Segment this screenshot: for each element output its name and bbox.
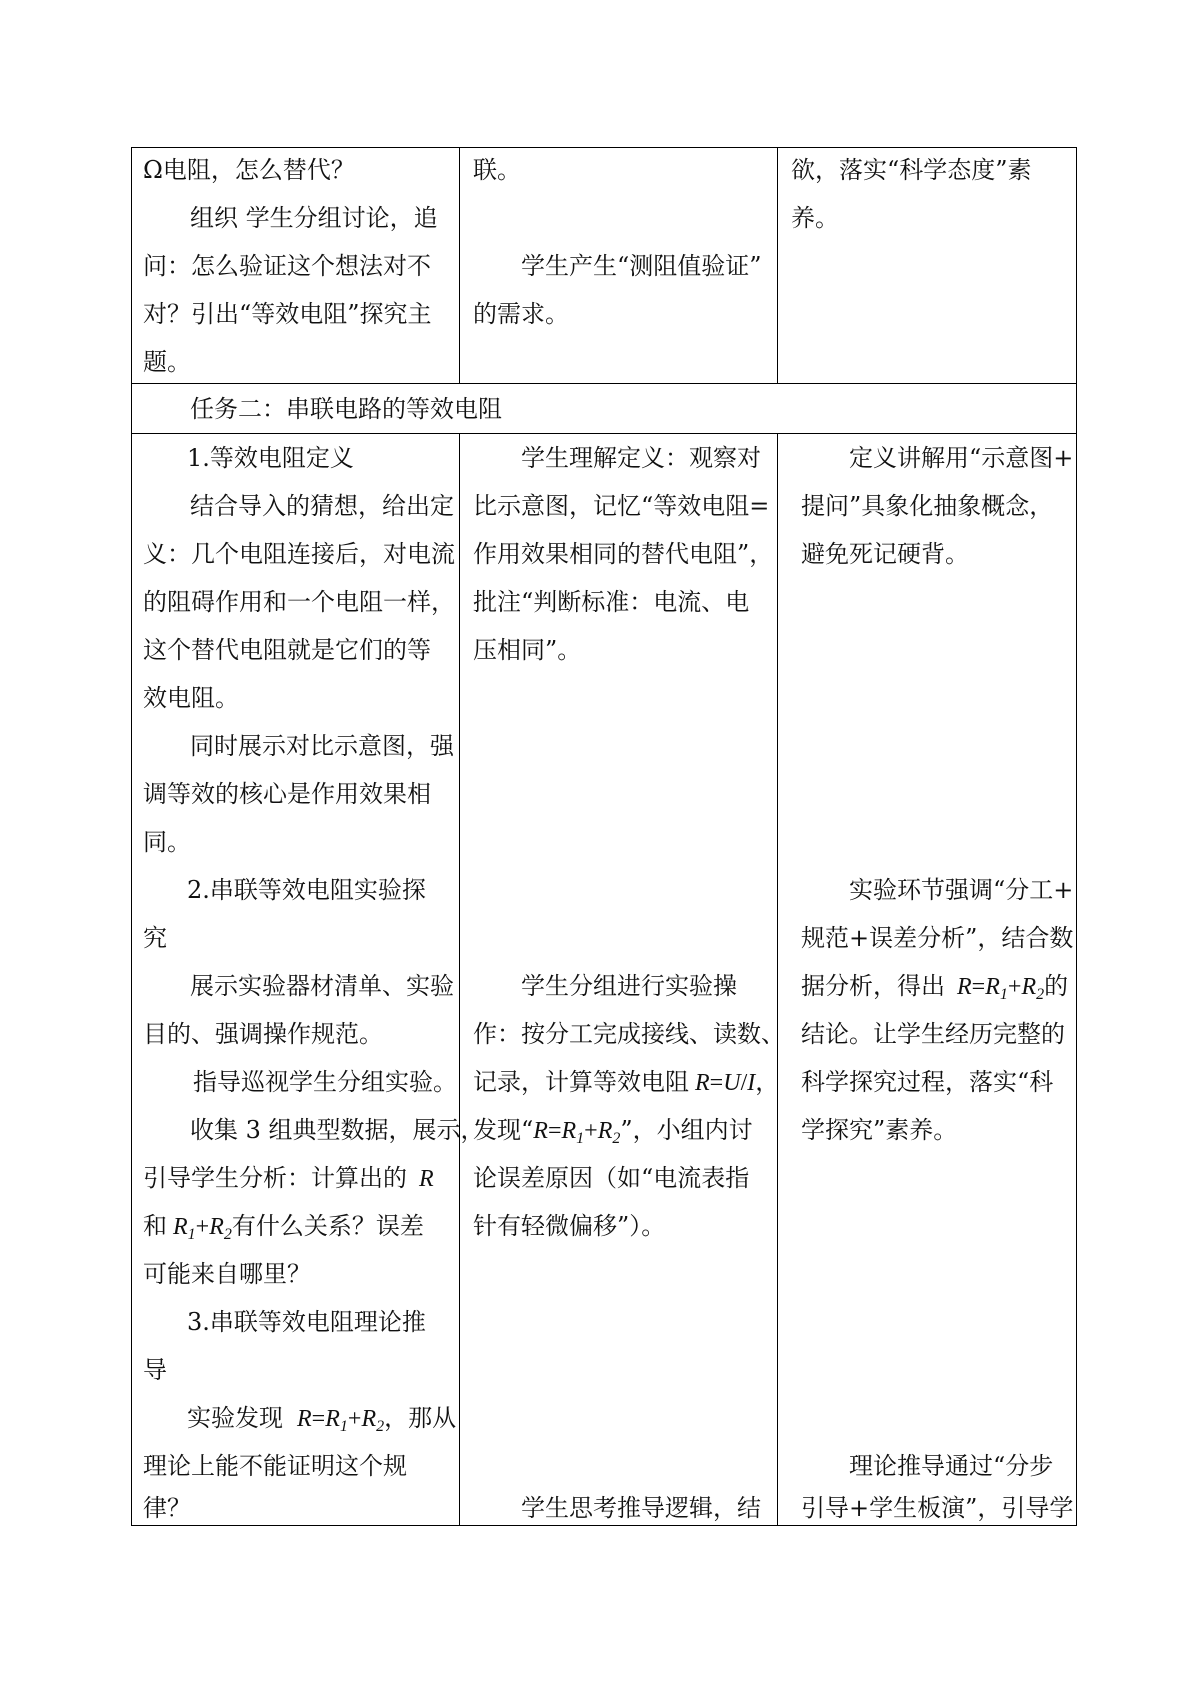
cell-text-line: 的阻碍作用和一个电阻一样， — [143, 588, 455, 616]
cell-text-line: 科学探究过程，落实“科 — [801, 1068, 1054, 1096]
resistance-sum-formula: $R_1+R_2$ — [173, 1214, 232, 1243]
cell-text-line: 效电阻。 — [143, 684, 239, 712]
series-resistance-formula: $R=R_1+R_2$ — [533, 1118, 621, 1147]
column-divider — [777, 147, 778, 384]
cell-text-line: 究 — [143, 924, 167, 952]
line-text: 引导学生分析：计算出的 — [143, 1164, 407, 1192]
cell-text-line: 的需求。 — [473, 300, 569, 328]
cell-text-line: 可能来自哪里？ — [143, 1260, 311, 1288]
row-divider — [131, 383, 1077, 384]
cell-text-line: 义：几个电阻连接后，对电流 — [143, 540, 455, 568]
cell-text-line: 结合导入的猜想，给出定 — [190, 492, 454, 520]
cell-text-line — [801, 962, 1068, 1011]
cell-text-line: 作用效果相同的替代电阻”， — [473, 540, 774, 568]
cell-text-line: 引导+学生板演”，引导学 — [801, 1494, 1074, 1522]
cell-text-line: 理论上能不能证明这个规 — [143, 1452, 407, 1480]
line-text: 发现“ — [473, 1116, 534, 1144]
cell-text-line: 压相同”。 — [473, 636, 582, 664]
line-text: ”，小组内讨 — [620, 1116, 753, 1144]
cell-text-line: 导 — [143, 1356, 167, 1384]
cell-text-line: 避免死记硬背。 — [801, 540, 969, 568]
cell-text-line — [143, 1202, 424, 1251]
cell-text-line: 学生分组进行实验操 — [521, 972, 737, 1000]
line-text: 有什么关系？误差 — [231, 1212, 424, 1240]
line-text: 和 — [143, 1212, 167, 1240]
section-heading: 3.串联等效电阻理论推 — [187, 1308, 426, 1336]
cell-text-line: Ω电阻，怎么替代？ — [143, 156, 355, 184]
cell-text-line: 学探究”素养。 — [801, 1116, 958, 1144]
cell-text-line — [143, 1154, 434, 1203]
cell-text-line: 学生理解定义：观察对 — [521, 444, 761, 472]
cell-text-line: 针有轻微偏移”）。 — [473, 1212, 666, 1240]
cell-text-line: 题。 — [143, 348, 191, 376]
column-divider — [459, 147, 460, 384]
cell-text-line: 作：按分工完成接线、读数、 — [473, 1020, 785, 1048]
cell-text-line: 实验环节强调“分工+ — [849, 876, 1074, 904]
line-text: 据分析，得出 — [801, 972, 945, 1000]
cell-text-line: 律？ — [143, 1494, 191, 1522]
series-resistance-formula: $R=R_1+R_2$ — [297, 1406, 385, 1435]
cell-text-line: 同。 — [143, 828, 191, 856]
line-text: 的 — [1044, 972, 1069, 1000]
column-divider — [459, 433, 460, 1526]
cell-text-line: 提问”具象化抽象概念， — [801, 492, 1054, 520]
cell-text-line: 调等效的核心是作用效果相 — [143, 780, 431, 808]
resistance-symbol: R — [419, 1166, 434, 1192]
cell-text-line: 比示意图，记忆“等效电阻= — [473, 492, 770, 520]
column-divider — [777, 433, 778, 1526]
cell-text-line: 理论推导通过“分步 — [849, 1452, 1054, 1480]
cell-text-line: 定义讲解用“示意图+ — [849, 444, 1074, 472]
cell-text-line: 指导巡视学生分组实验。 — [193, 1068, 457, 1096]
cell-text-line: 同时展示对比示意图，强 — [190, 732, 454, 760]
cell-text-line — [187, 1394, 456, 1443]
series-resistance-formula: $R=R_1+R_2$ — [957, 974, 1045, 1003]
cell-text-line: 结论。让学生经历完整的 — [801, 1020, 1065, 1048]
cell-text-line: 对？引出“等效电阻”探究主 — [143, 300, 432, 328]
cell-text-line: 联。 — [473, 156, 521, 184]
cell-text-line: 目的、强调操作规范。 — [143, 1020, 383, 1048]
line-text: ， — [755, 1068, 780, 1096]
cell-text-line: 学生思考推导逻辑，结 — [521, 1494, 761, 1522]
line-text: 实验发现 — [187, 1404, 283, 1432]
cell-text-line: 问：怎么验证这个想法对不 — [143, 252, 431, 280]
cell-text-line: 养。 — [791, 204, 839, 232]
cell-text-line: 欲，落实“科学态度”素 — [791, 156, 1032, 184]
cell-text-line: 展示实验器材清单、实验 — [190, 972, 454, 1000]
cell-text-line: 论误差原因（如“电流表指 — [473, 1164, 750, 1192]
ohm-law-formula: R=U/I — [695, 1070, 756, 1096]
cell-text-line: 规范+误差分析”，结合数 — [801, 924, 1074, 952]
cell-text-line: 学生产生“测阻值验证” — [521, 252, 762, 280]
section-heading: 2.串联等效电阻实验探 — [187, 876, 426, 904]
cell-text-line — [473, 1106, 753, 1155]
task-heading: 任务二：串联电路的等效电阻 — [190, 395, 502, 423]
cell-text-line: 组织 学生分组讨论，追 — [190, 204, 438, 232]
section-heading: 1.等效电阻定义 — [187, 444, 354, 472]
line-text: ，那从 — [384, 1404, 457, 1432]
cell-text-line: 收集 3 组典型数据，展示， — [190, 1116, 485, 1144]
cell-text-line — [473, 1058, 779, 1107]
cell-text-line: 这个替代电阻就是它们的等 — [143, 636, 431, 664]
line-text: 记录，计算等效电阻 — [473, 1068, 689, 1096]
cell-text-line: 批注“判断标准：电流、电 — [473, 588, 750, 616]
